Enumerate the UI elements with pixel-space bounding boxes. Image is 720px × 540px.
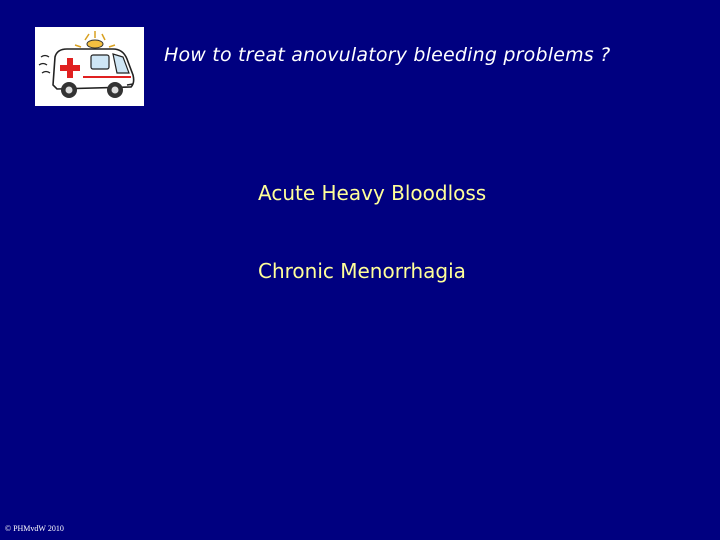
list-item-acute: Acute Heavy Bloodloss [258,181,487,205]
list-item-chronic: Chronic Menorrhagia [258,259,466,283]
copyright-footer: © PHMvdW 2010 [5,524,64,533]
ambulance-icon [35,27,144,106]
slide-title: How to treat anovulatory bleeding problems ? [164,44,611,66]
